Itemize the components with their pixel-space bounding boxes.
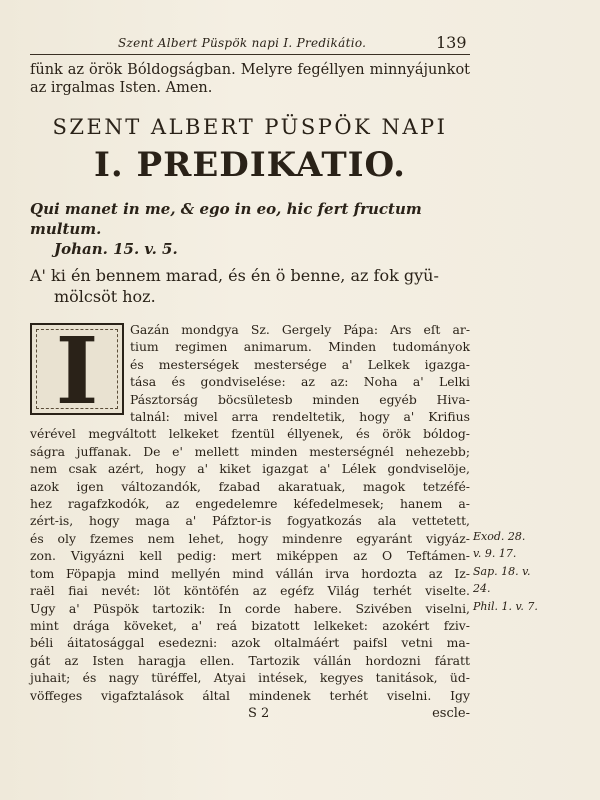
running-title: Szent Albert Püspök napi I. Predikátio. [118, 36, 367, 50]
latin-quote [30, 199, 470, 259]
body-line: tium regimen animarum. Minden tudományok [130, 339, 470, 355]
body-line: Pásztorság böcsületesb minden egyéb Hiva- [130, 391, 470, 407]
page-footer [30, 706, 470, 724]
body-line: nem csak azért, hogy a' kiket igazgat a' Lélek gondviselöje, [30, 461, 470, 477]
translation-line: mölcsöt hoz. [54, 287, 156, 306]
margin-note: Phil. 1. v. 7. [473, 599, 538, 613]
page-number: 139 [436, 33, 467, 52]
quote-text: Qui manet in me, & ego in eo, hic fert fructum multum. [30, 200, 422, 238]
body-line: gát az Isten haragja ellen. Tartozik vállán hordozni fáratt [30, 652, 470, 668]
catchword: escle- [432, 705, 470, 721]
sermon-title: SZENT ALBERT PÜSPÖK NAPI [52, 115, 448, 139]
body-line: zon. Vigyázni kell pedig: mert miképpen az O Teftámen- [30, 548, 470, 564]
decorated-initial [30, 323, 124, 415]
text-block [30, 0, 470, 724]
margin-notes [473, 528, 583, 615]
quote-reference: Johan. 15. v. 5. [54, 240, 178, 258]
page-header [30, 0, 470, 60]
body-line: vöffeges vigafztalások által mindenek terhét viselni. Igy [30, 687, 470, 703]
body-line: tása és gondviselése: az az: Noha a' Lelki [130, 374, 470, 390]
body-line: raël fiai nevét: löt köntöfén az egéfz Világ terhét viselte. [30, 583, 470, 599]
margin-note: v. 9. 17. [473, 547, 517, 561]
body-line: talnál: mivel arra rendeltetik, hogy a' Krifius [130, 409, 470, 425]
hungarian-translation [30, 265, 470, 307]
body-line: tom Föpapja mind mellyén mind vállán irva hordozta az Iz- [30, 565, 470, 581]
margin-note: Sap. 18. v. [473, 564, 531, 578]
body-line: Ugy a' Püspök tartozik: In corde habere. Szivében viselni, [30, 600, 470, 616]
header-rule [30, 54, 470, 55]
margin-note: Exod. 28. [473, 530, 526, 543]
margin-note: 24. [473, 582, 491, 596]
signature-mark: S 2 [248, 705, 270, 721]
body-line: hez ragafzkodók, az engedelemre kéfedelmesek; hanem a- [30, 496, 470, 512]
body-line: ságra juffanak. De e' mellett minden mesterségnél nehezebb; [30, 443, 470, 459]
body-line: vérével megváltott lelkeket fzentül éllyenek, és örök bóldog- [30, 426, 470, 442]
body-line: mint drága köveket, a' reá bizatott lelkeket: azokért fziv- [30, 617, 470, 633]
body-line: béli áitatosággal esedezni: azok oltalmáért paifsl vetni ma- [30, 635, 470, 651]
body-line: és mesterségek mestersége a' Lelkek igazga- [130, 356, 470, 372]
initial-letter: I [55, 323, 99, 415]
previous-text-line: az irgalmas Isten. Amen. [30, 79, 213, 96]
body-line: azok igen változandók, fzabad akaratuak, magok tetzéfé- [30, 478, 470, 494]
translation-line: A' ki én bennem marad, és én ö benne, az fok gyü- [30, 266, 439, 285]
sermon-body [30, 321, 470, 724]
body-line: és oly fzemes nem lehet, hogy mindenre egyaránt vigyáz- [30, 530, 470, 546]
previous-text-line: fünk az örök Bóldogságban. Melyre fegéllyen minnyájunkot [30, 62, 470, 78]
body-line: Gazán mondgya Sz. Gergely Pápa: Ars eſt ar- [130, 322, 470, 337]
sermon-subtitle: I. PREDIKATIO. [93, 145, 407, 185]
body-line: juhait; és nagy türéffel, Atyai intések, kegyes tanitások, üd- [30, 670, 470, 686]
body-line: zért-is, hogy maga a' Páfztor-is fogyatkozás ala vettetett, [30, 513, 470, 529]
